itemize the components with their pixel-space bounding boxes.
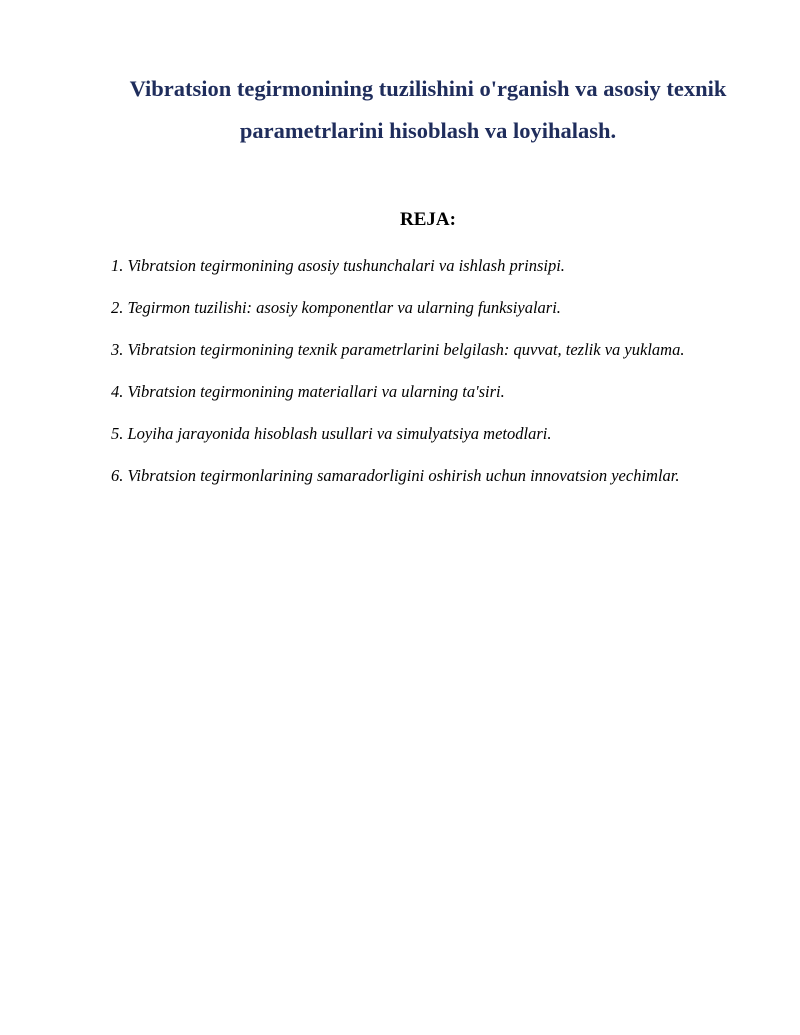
- plan-item-1: 1. Vibratsion tegirmonining asosiy tushunchalari va ishlash prinsipi.: [111, 256, 565, 275]
- document-title-line-2: parametrlarini hisoblash va loyihalash.: [239, 118, 617, 143]
- plan-item-4: 4. Vibratsion tegirmonining materiallari va ularning ta'siri.: [111, 382, 505, 401]
- plan-item-5: 5. Loyiha jarayonida hisoblash usullari va simulyatsiya metodlari.: [111, 424, 552, 443]
- document-title-line-1: Vibratsion tegirmonining tuzilishini o'rganish va asosiy texnik: [129, 76, 727, 101]
- document-title: [100, 68, 756, 152]
- plan-item-2: 2. Tegirmon tuzilishi: asosiy komponentlar va ularning funksiyalari.: [111, 298, 561, 317]
- plan-list: [111, 253, 791, 505]
- plan-item-3: 3. Vibratsion tegirmonining texnik parametrlarini belgilash: quvvat, tezlik va yuklama.: [111, 340, 685, 359]
- plan-item-6: 6. Vibratsion tegirmonlarining samaradorligini oshirish uchun innovatsion yechimlar.: [111, 466, 680, 485]
- plan-heading: REJA:: [400, 209, 456, 230]
